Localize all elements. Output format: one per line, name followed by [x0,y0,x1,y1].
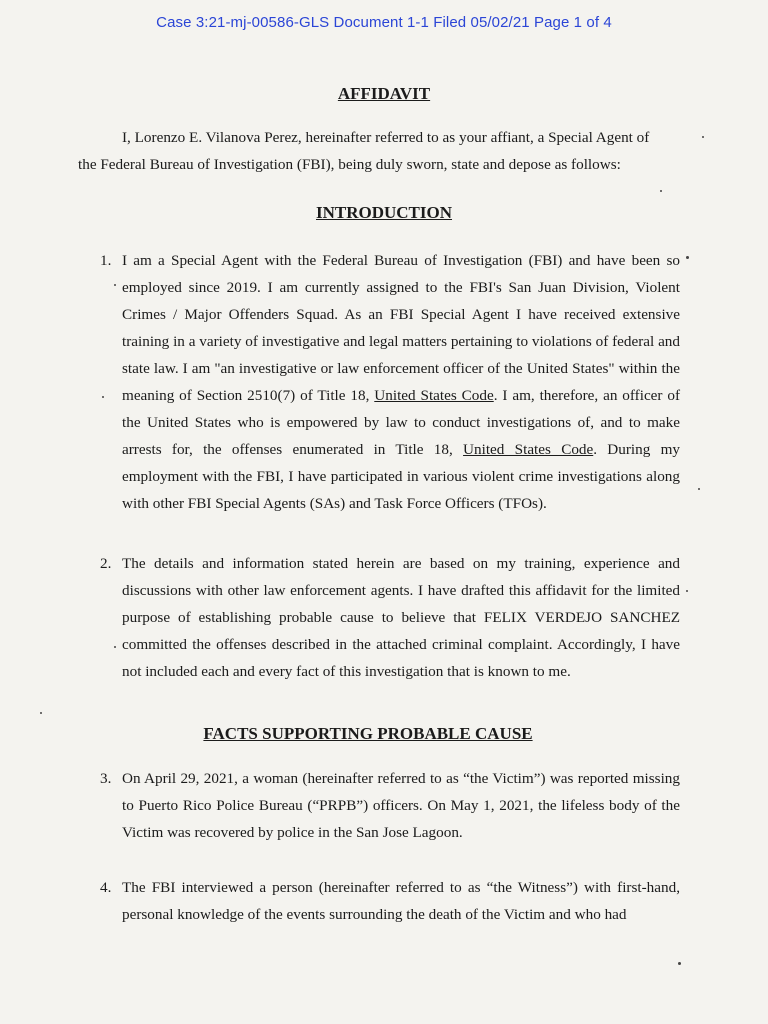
section-heading-facts: FACTS SUPPORTING PROBABLE CAUSE [203,724,533,743]
intro-text: I, Lorenzo E. Vilanova Perez, hereinafter referred to as your affiant, a Special Agent of the Federal Bureau of Investigation (FBI), being duly sworn, state and depose as follows: [78,129,650,173]
paragraph-1 [122,247,680,517]
underlined-citation: United States Code [463,441,594,458]
scan-speck [660,190,662,192]
paragraph-text: I am a Special Agent with the Federal Bureau of Investigation (FBI) and have been so employed since 2019. I am currently assigned to the FBI's San Juan Division, Violent Crimes / Major Offenders Squad. As an FBI Special Agent I have received extensive training in a variety of investigative and legal matters pertaining to violations of federal and state law. I am "an investigative or law enforcement officer of the United States" within the meaning of Section 2510(7) of Title 18, [122,252,680,404]
underlined-citation: United States Code [374,387,494,404]
scan-speck [678,962,681,965]
item-number: 2. [100,555,112,572]
item-number: 1. [100,252,112,269]
item-number: 3. [100,770,112,787]
document-title: AFFIDAVIT [337,84,431,103]
scan-speck [686,256,689,259]
case-header: Case 3:21-mj-00586-GLS Document 1-1 Filed 05/02/21 Page 1 of 4 [156,14,612,31]
paragraph-text: . I am, therefore, an officer of the United States who is empowered by law to conduct investigations of, and to make arrests for, the offenses enumerated in Title 18, [122,387,681,458]
scan-speck [114,646,116,648]
item-number: 4. [100,879,112,896]
section-heading-introduction: INTRODUCTION [315,203,453,222]
paragraph-text: . During my employment with the FBI, I have participated in various violent crime investigations along with other FBI Special Agents (SAs) and Task Force Officers (TFOs). [122,441,681,512]
intro-paragraph [78,124,668,178]
paragraph-4: The FBI interviewed a person (hereinafter referred to as “the Witness”) with first-hand, personal knowledge of the events surrounding the death of the Victim and who had [122,879,680,923]
scan-speck [702,136,704,138]
paragraph-3: On April 29, 2021, a woman (hereinafter referred to as “the Victim”) was reported missing to Puerto Rico Police Bureau (“PRPB”) officers. On May 1, 2021, the lifeless body of the Victim was recovered by police in the San Jose Lagoon. [122,770,680,841]
scan-speck [686,590,688,592]
paragraph-2: The details and information stated herein are based on my training, experience and discussions with other law enforcement agents. I have drafted this affidavit for the limited purpose of establishing probable cause to believe that FELIX VERDEJO SANCHEZ committed the offenses described in the attached criminal complaint. Accordingly, I have not included each and every fact of this investigation that is known to me. [122,555,680,680]
scan-speck [114,284,116,286]
scan-speck [698,488,700,490]
scan-speck [40,712,42,714]
scan-speck [102,396,104,398]
